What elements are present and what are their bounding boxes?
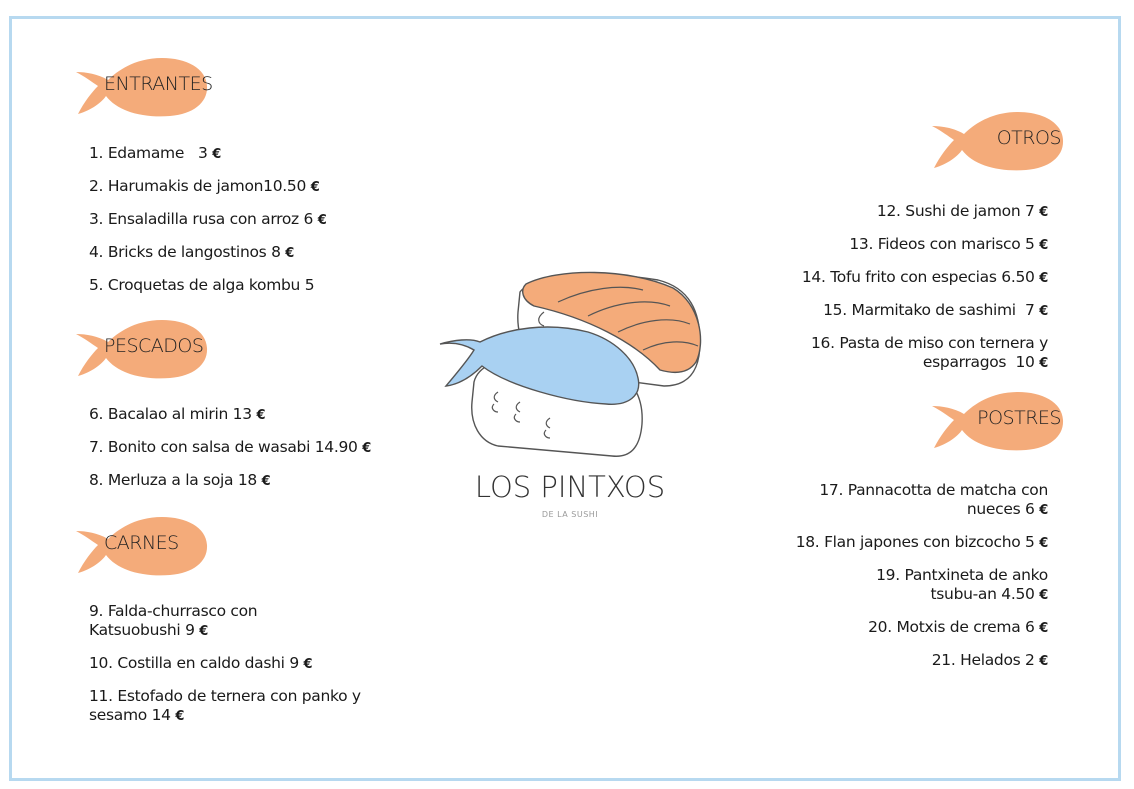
menu-item: 12. Sushi de jamon 7 € <box>876 202 1048 220</box>
brand-subtitle: DE LA SUSHI <box>541 510 599 519</box>
menu-item: 10. Costilla en caldo dashi 9 € <box>89 654 313 672</box>
menu-item: 2. Harumakis de jamon10.50 € <box>89 177 320 195</box>
menu-item: 19. Pantxineta de anko tsubu-an 4.50 € <box>876 566 1048 603</box>
menu-item: 5. Croquetas de alga kombu 5 <box>89 276 315 294</box>
section-header-otros <box>930 110 1065 172</box>
menu-item: 14. Tofu frito con especias 6.50 € <box>801 268 1048 286</box>
section-header-postres <box>930 390 1065 452</box>
carnes-list <box>89 602 361 726</box>
menu-item: 17. Pannacotta de matcha con nueces 6 € <box>819 481 1048 518</box>
menu-item: 6. Bacalao al mirin 13 € <box>89 405 266 423</box>
menu-item: 16. Pasta de miso con ternera y esparragos 10 € <box>811 334 1048 371</box>
menu-item: 20. Motxis de crema 6 € <box>868 618 1048 636</box>
menu-item: 9. Falda-churrasco con Katsuobushi 9 € <box>89 602 258 639</box>
menu-item: 7. Bonito con salsa de wasabi 14.90 € <box>89 438 371 456</box>
section-title: CARNES <box>104 532 179 554</box>
postres-list <box>796 481 1048 671</box>
menu-item: 13. Fideos con marisco 5 € <box>849 235 1048 253</box>
section-title: OTROS <box>996 127 1061 149</box>
pescados-list <box>89 405 371 491</box>
menu-item: 4. Bricks de langostinos 8 € <box>89 243 295 261</box>
menu-item: 11. Estofado de ternera con panko y sesamo 14 € <box>89 687 361 724</box>
section-title: PESCADOS <box>104 335 204 357</box>
brand-name: LOS PINTXOS <box>474 470 666 504</box>
menu-item: 21. Helados 2 € <box>931 651 1048 669</box>
menu-item: 8. Merluza a la soja 18 € <box>89 471 271 489</box>
section-header-entrantes <box>74 56 213 118</box>
menu-item: 3. Ensaladilla rusa con arroz 6 € <box>89 210 327 228</box>
otros-list <box>802 202 1048 373</box>
section-title: ENTRANTES <box>104 73 213 95</box>
menu-item: 18. Flan japones con bizcocho 5 € <box>795 533 1048 551</box>
section-title: POSTRES <box>977 407 1061 429</box>
entrantes-list <box>89 144 327 295</box>
menu-item: 1. Edamame 3 € <box>89 144 221 162</box>
section-header-pescados <box>74 318 209 380</box>
section-header-carnes <box>74 515 209 577</box>
sushi-logo-icon <box>438 262 718 462</box>
menu-item: 15. Marmitako de sashimi 7 € <box>823 301 1048 319</box>
